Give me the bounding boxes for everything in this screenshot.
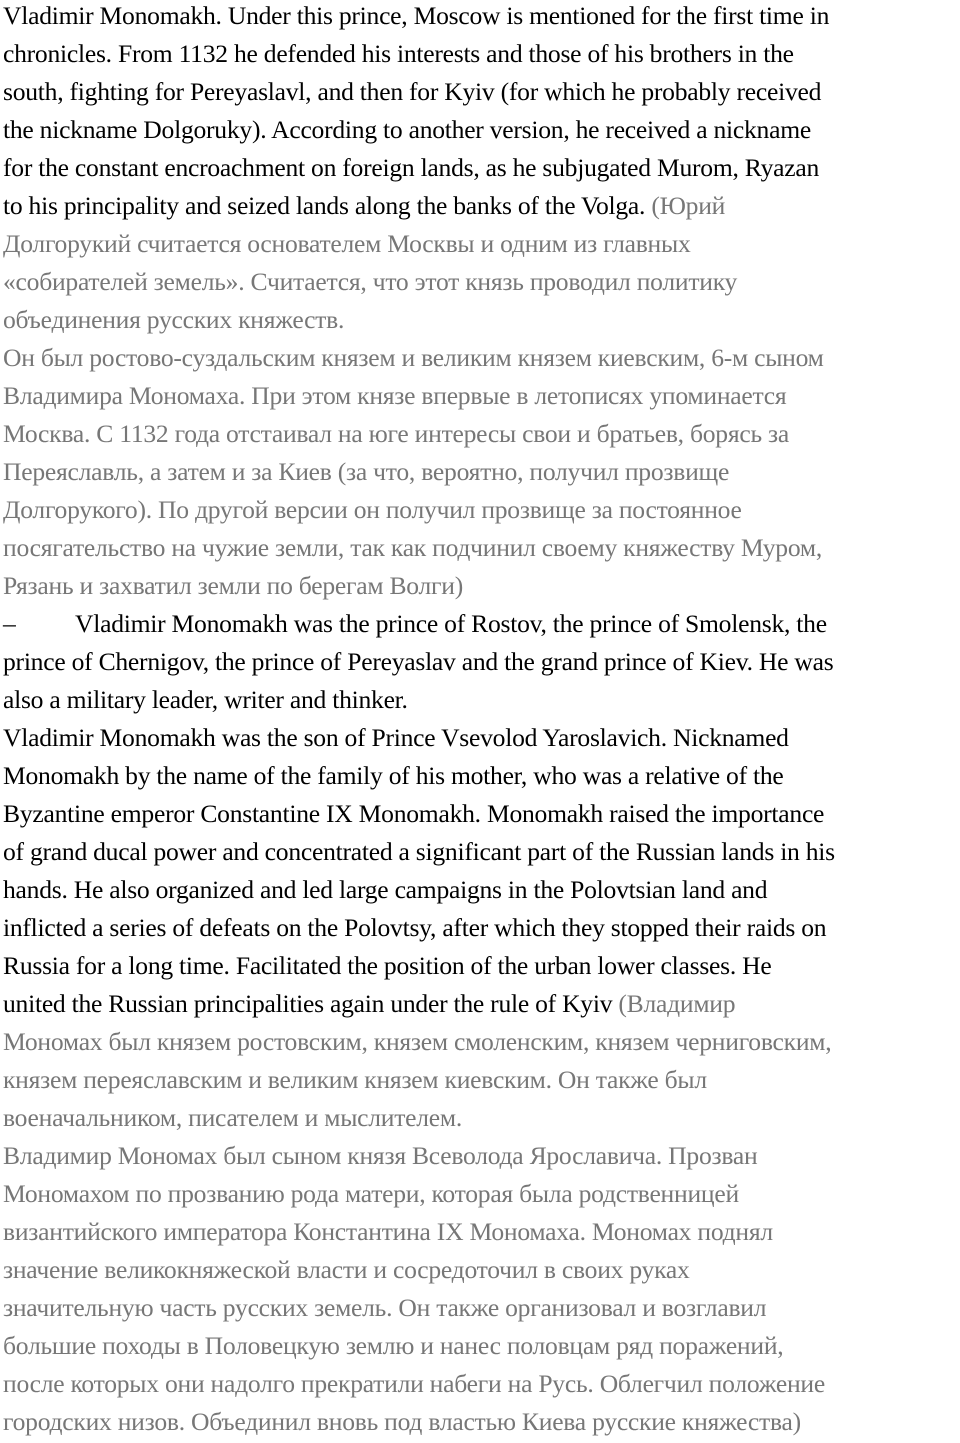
russian-text-line bbox=[3, 1023, 960, 1061]
russian-text-line bbox=[3, 1365, 960, 1403]
russian-text-line bbox=[3, 1327, 960, 1365]
text-body bbox=[3, 0, 960, 1441]
line-text: военачальником, писателем и мыслителем. bbox=[3, 1103, 463, 1132]
russian-text-line bbox=[3, 225, 960, 263]
english-text-line bbox=[3, 681, 960, 719]
russian-text-line bbox=[3, 1403, 960, 1441]
line-text: also a military leader, writer and thinker. bbox=[3, 685, 408, 714]
russian-text-line bbox=[3, 339, 960, 377]
english-text-line bbox=[3, 605, 960, 643]
list-dash: – bbox=[3, 609, 16, 638]
line-text: Vladimir Monomakh was the son of Prince Vsevolod Yaroslavich. Nicknamed bbox=[3, 723, 789, 752]
line-text: to his principality and seized lands along the banks of the Volga. bbox=[3, 191, 646, 220]
line-text: Byzantine emperor Constantine IX Monomakh. Monomakh raised the importance bbox=[3, 799, 825, 828]
line-text: Владимира Мономаха. При этом князе впервые в летописях упоминается bbox=[3, 381, 787, 410]
english-text-line bbox=[3, 757, 960, 795]
line-text: объединения русских княжеств. bbox=[3, 305, 345, 334]
line-text: inflicted a series of defeats on the Polovtsy, after which they stopped their raids on bbox=[3, 913, 827, 942]
russian-text-line bbox=[3, 1137, 960, 1175]
russian-text-line bbox=[3, 529, 960, 567]
line-text: Vladimir Monomakh was the prince of Rostov, the prince of Smolensk, the bbox=[75, 609, 827, 638]
line-text: византийского императора Константина IX Мономаха. Мономах поднял bbox=[3, 1217, 773, 1246]
russian-text-line bbox=[3, 1251, 960, 1289]
line-text: prince of Chernigov, the prince of Pereyaslav and the grand prince of Kiev. He was bbox=[3, 647, 834, 676]
line-text: Рязань и захватил земли по берегам Волги) bbox=[3, 571, 463, 600]
english-text-line bbox=[3, 909, 960, 947]
line-text: united the Russian principalities again under the rule of Kyiv bbox=[3, 989, 613, 1018]
line-text: Мономахом по прозванию рода матери, которая была родственницей bbox=[3, 1179, 739, 1208]
line-text: «собирателей земель». Считается, что этот князь проводил политику bbox=[3, 267, 738, 296]
english-text-line bbox=[3, 149, 960, 187]
russian-text-line bbox=[3, 491, 960, 529]
line-text: Мономах был князем ростовским, князем смоленским, князем черниговским, bbox=[3, 1027, 832, 1056]
line-text: hands. He also organized and led large campaigns in the Polovtsian land and bbox=[3, 875, 768, 904]
english-text-line bbox=[3, 871, 960, 909]
english-text-line bbox=[3, 795, 960, 833]
line-text: south, fighting for Pereyaslavl, and then for Kyiv (for which he probably received bbox=[3, 77, 822, 106]
english-text-line bbox=[3, 73, 960, 111]
line-text: the nickname Dolgoruky). According to another version, he received a nickname bbox=[3, 115, 811, 144]
english-text-line bbox=[3, 187, 960, 225]
line-text: Monomakh by the name of the family of his mother, who was a relative of the bbox=[3, 761, 784, 790]
line-text: значительную часть русских земель. Он также организовал и возглавил bbox=[3, 1293, 767, 1322]
russian-text-line bbox=[3, 1175, 960, 1213]
line-text: посягательство на чужие земли, так как подчинил своему княжеству Муром, bbox=[3, 533, 822, 562]
russian-text-line bbox=[3, 1213, 960, 1251]
line-text: Он был ростово-суздальским князем и великим князем киевским, 6-м сыном bbox=[3, 343, 824, 372]
line-text: Москва. С 1132 года отстаивал на юге интересы свои и братьев, борясь за bbox=[3, 419, 790, 448]
line-text: князем переяславским и великим князем киевским. Он также был bbox=[3, 1065, 707, 1094]
russian-text-line bbox=[3, 1061, 960, 1099]
russian-text-line bbox=[3, 567, 960, 605]
line-text: после которых они надолго прекратили набеги на Русь. Облегчил положение bbox=[3, 1369, 825, 1398]
russian-text-line bbox=[3, 377, 960, 415]
english-text-line bbox=[3, 0, 960, 35]
russian-text-line bbox=[3, 263, 960, 301]
line-text: Vladimir Monomakh. Under this prince, Moscow is mentioned for the first time in bbox=[3, 1, 830, 30]
english-text-line bbox=[3, 947, 960, 985]
english-text-line bbox=[3, 111, 960, 149]
russian-text-line bbox=[3, 415, 960, 453]
line-text: значение великокняжеской власти и сосредоточил в своих руках bbox=[3, 1255, 690, 1284]
line-text: of grand ducal power and concentrated a significant part of the Russian lands in his bbox=[3, 837, 835, 866]
line-text: chronicles. From 1132 he defended his interests and those of his brothers in the bbox=[3, 39, 794, 68]
line-text: Russia for a long time. Facilitated the position of the urban lower classes. He bbox=[3, 951, 772, 980]
line-text: большие походы в Половецкую землю и нанес половцам ряд поражений, bbox=[3, 1331, 784, 1360]
line-text: Переяславль, а затем и за Киев (за что, вероятно, получил прозвище bbox=[3, 457, 730, 486]
line-text: Долгорукий считается основателем Москвы и одним из главных bbox=[3, 229, 691, 258]
russian-translation-start: (Владимир bbox=[612, 989, 736, 1018]
english-text-line bbox=[3, 719, 960, 757]
english-text-line bbox=[3, 643, 960, 681]
english-text-line bbox=[3, 985, 960, 1023]
russian-text-line bbox=[3, 453, 960, 491]
english-text-line bbox=[3, 833, 960, 871]
russian-text-line bbox=[3, 1289, 960, 1327]
english-text-line bbox=[3, 35, 960, 73]
russian-text-line bbox=[3, 1099, 960, 1137]
line-text: городских низов. Объединил вновь под властью Киева русские княжества) bbox=[3, 1407, 801, 1436]
line-text: Долгорукого). По другой версии он получил прозвище за постоянное bbox=[3, 495, 742, 524]
line-text: for the constant encroachment on foreign lands, as he subjugated Murom, Ryazan bbox=[3, 153, 819, 182]
line-text: Владимир Мономах был сыном князя Всеволода Ярославича. Прозван bbox=[3, 1141, 758, 1170]
russian-text-line bbox=[3, 301, 960, 339]
russian-translation-start: (Юрий bbox=[645, 191, 726, 220]
